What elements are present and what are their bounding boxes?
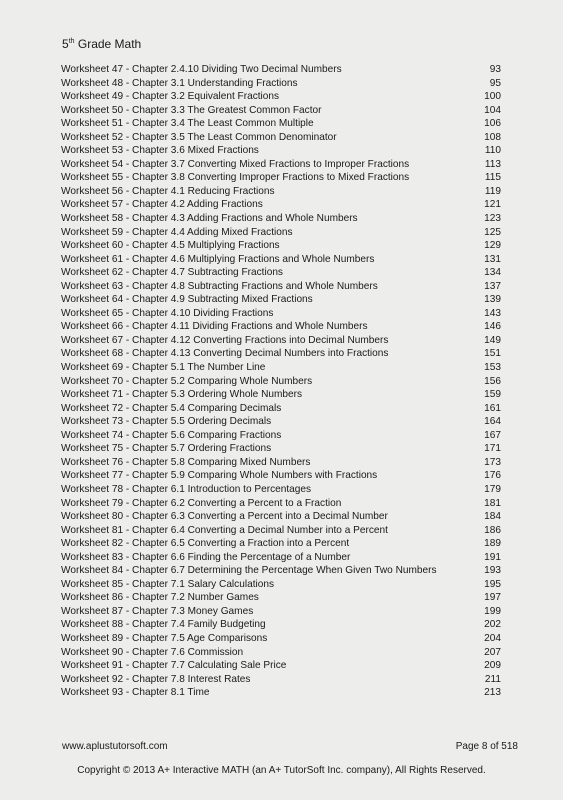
toc-entry-page: 93 bbox=[489, 64, 501, 75]
toc-entry bbox=[61, 77, 501, 91]
toc-entry bbox=[61, 144, 501, 158]
toc-entry-page: 108 bbox=[484, 131, 501, 143]
toc-entry-page: 149 bbox=[484, 334, 501, 346]
toc-entry bbox=[61, 307, 501, 321]
toc-entry-page: 110 bbox=[484, 145, 501, 157]
toc-entry bbox=[61, 131, 501, 145]
toc-entry bbox=[61, 212, 501, 226]
toc-entry bbox=[61, 415, 501, 429]
toc-entry bbox=[61, 659, 501, 673]
toc-entry-page: 131 bbox=[484, 253, 501, 265]
toc-entry-page: 197 bbox=[484, 592, 501, 604]
toc-entry bbox=[61, 361, 501, 375]
grade-suffix: th bbox=[68, 38, 75, 45]
toc-entry bbox=[61, 320, 501, 334]
toc-entry-page: 113 bbox=[484, 158, 501, 170]
toc-entry-page: 164 bbox=[484, 416, 501, 428]
toc-entry-page: 193 bbox=[484, 565, 501, 577]
toc-entry bbox=[61, 334, 501, 348]
toc-entry bbox=[61, 266, 501, 280]
toc-entry-title: Worksheet 85 - Chapter 7.1 Salary Calculations bbox=[61, 578, 275, 590]
toc-entry bbox=[61, 605, 501, 619]
toc-entry-page: 161 bbox=[484, 402, 501, 414]
toc-entry bbox=[61, 456, 501, 470]
grade-number: 5 bbox=[62, 37, 69, 51]
toc-entry-title: Worksheet 74 - Chapter 5.6 Comparing Fractions bbox=[61, 429, 282, 441]
toc-entry-page: 213 bbox=[484, 687, 501, 699]
toc-entry bbox=[61, 104, 501, 118]
footer-url: www.aplustutorsoft.com bbox=[62, 741, 168, 752]
toc-entry bbox=[61, 578, 501, 592]
toc-entry bbox=[61, 171, 501, 185]
toc-entry-page: 137 bbox=[484, 280, 501, 292]
toc-entry bbox=[61, 537, 501, 551]
toc-entry bbox=[61, 347, 501, 361]
toc-entry-title: Worksheet 79 - Chapter 6.2 Converting a Percent to a Fraction bbox=[61, 497, 342, 509]
toc-entry bbox=[61, 429, 501, 443]
toc-entry bbox=[61, 375, 501, 389]
toc-entry-title: Worksheet 91 - Chapter 7.7 Calculating Sale Price bbox=[61, 660, 287, 672]
toc-entry-title: Worksheet 72 - Chapter 5.4 Comparing Decimals bbox=[61, 402, 282, 414]
toc-entry bbox=[61, 198, 501, 212]
toc-entry bbox=[61, 402, 501, 416]
toc-entry bbox=[61, 226, 501, 240]
toc-entry-title: Worksheet 61 - Chapter 4.6 Multiplying Fractions and Whole Numbers bbox=[61, 253, 375, 265]
toc-entry-page: 179 bbox=[484, 483, 501, 495]
page-number: Page 8 of 518 bbox=[455, 741, 518, 752]
toc-entry-title: Worksheet 47 - Chapter 2.4.10 Dividing Two Decimal Numbers bbox=[61, 64, 342, 75]
toc-entry-title: Worksheet 70 - Chapter 5.2 Comparing Whole Numbers bbox=[61, 375, 313, 387]
toc-entry-page: 125 bbox=[484, 226, 501, 238]
toc-entry bbox=[61, 469, 501, 483]
toc-entry-page: 104 bbox=[484, 104, 501, 116]
toc-entry-page: 143 bbox=[484, 307, 501, 319]
toc-entry-title: Worksheet 71 - Chapter 5.3 Ordering Whole Numbers bbox=[61, 389, 303, 401]
toc-entry-title: Worksheet 73 - Chapter 5.5 Ordering Decimals bbox=[61, 416, 272, 428]
toc-entry-title: Worksheet 68 - Chapter 4.13 Converting Decimal Numbers into Fractions bbox=[61, 348, 389, 360]
toc-entry-title: Worksheet 64 - Chapter 4.9 Subtracting Mixed Fractions bbox=[61, 294, 313, 306]
toc-entry bbox=[61, 510, 501, 524]
toc-entry bbox=[61, 239, 501, 253]
toc-entry bbox=[61, 90, 501, 104]
toc-entry bbox=[61, 158, 501, 172]
toc-entry-title: Worksheet 65 - Chapter 4.10 Dividing Fractions bbox=[61, 307, 274, 319]
toc-entry bbox=[61, 497, 501, 511]
toc-entry bbox=[61, 293, 501, 307]
toc-entry-page: 186 bbox=[484, 524, 501, 536]
toc-entry bbox=[61, 63, 501, 77]
toc-entry-title: Worksheet 66 - Chapter 4.11 Dividing Fractions and Whole Numbers bbox=[61, 321, 368, 333]
toc-entry-title: Worksheet 63 - Chapter 4.8 Subtracting Fractions and Whole Numbers bbox=[61, 280, 378, 292]
toc-entry bbox=[61, 185, 501, 199]
toc-entry-title: Worksheet 76 - Chapter 5.8 Comparing Mixed Numbers bbox=[61, 456, 311, 468]
toc-entry-page: 176 bbox=[484, 470, 501, 482]
toc-entry-page: 95 bbox=[489, 77, 501, 89]
toc-entry-title: Worksheet 57 - Chapter 4.2 Adding Fractions bbox=[61, 199, 263, 211]
toc-entry-page: 173 bbox=[484, 456, 501, 468]
toc-entry bbox=[61, 442, 501, 456]
toc-entry-page: 115 bbox=[484, 172, 501, 184]
toc-entry-page: 146 bbox=[484, 321, 501, 333]
toc-entry-page: 139 bbox=[484, 294, 501, 306]
toc-entry bbox=[61, 646, 501, 660]
toc-entry-page: 123 bbox=[484, 213, 501, 225]
toc-entry-title: Worksheet 83 - Chapter 6.6 Finding the Percentage of a Number bbox=[61, 551, 351, 563]
toc-entry-page: 106 bbox=[484, 118, 501, 130]
toc-entry-page: 195 bbox=[484, 578, 501, 590]
toc-entry bbox=[61, 253, 501, 267]
toc-entry bbox=[61, 551, 501, 565]
toc-entry bbox=[61, 686, 501, 700]
toc-entry-page: 191 bbox=[484, 551, 501, 563]
toc-entry-title: Worksheet 48 - Chapter 3.1 Understanding Fractions bbox=[61, 77, 298, 89]
page-header bbox=[62, 37, 141, 51]
toc-entry-title: Worksheet 52 - Chapter 3.5 The Least Common Denominator bbox=[61, 131, 337, 143]
toc-entry-page: 153 bbox=[484, 362, 501, 374]
toc-entry-page: 209 bbox=[484, 660, 501, 672]
toc-entry-title: Worksheet 58 - Chapter 4.3 Adding Fractions and Whole Numbers bbox=[61, 213, 358, 225]
toc-entry-page: 211 bbox=[484, 673, 501, 685]
copyright-notice: Copyright © 2013 A+ Interactive MATH (an A+ TutorSoft Inc. company), All Rights Reserved. bbox=[77, 765, 486, 776]
toc-entry bbox=[61, 388, 501, 402]
toc-entry-title: Worksheet 78 - Chapter 6.1 Introduction to Percentages bbox=[61, 483, 312, 495]
toc-entry-page: 184 bbox=[484, 511, 501, 523]
toc-entry-title: Worksheet 69 - Chapter 5.1 The Number Line bbox=[61, 362, 266, 374]
toc-entry-title: Worksheet 81 - Chapter 6.4 Converting a Decimal Number into a Percent bbox=[61, 524, 388, 536]
toc-entry-title: Worksheet 80 - Chapter 6.3 Converting a Percent into a Decimal Number bbox=[61, 511, 388, 523]
toc-entry-page: 189 bbox=[484, 538, 501, 550]
toc-entry bbox=[61, 591, 501, 605]
header-title: Grade Math bbox=[74, 37, 142, 51]
toc-entry-page: 129 bbox=[484, 240, 501, 252]
toc-entry-title: Worksheet 93 - Chapter 8.1 Time bbox=[61, 687, 210, 699]
toc-entry-title: Worksheet 49 - Chapter 3.2 Equivalent Fractions bbox=[61, 91, 280, 103]
toc-entry bbox=[61, 673, 501, 687]
toc-entry-page: 121 bbox=[484, 199, 501, 211]
toc-entry-page: 134 bbox=[484, 267, 501, 279]
toc-entry-page: 199 bbox=[484, 605, 501, 617]
toc-entry bbox=[61, 483, 501, 497]
toc-entry-page: 159 bbox=[484, 389, 501, 401]
toc-entry-title: Worksheet 87 - Chapter 7.3 Money Games bbox=[61, 605, 254, 617]
toc-entry-title: Worksheet 75 - Chapter 5.7 Ordering Fractions bbox=[61, 443, 272, 455]
toc-entry-title: Worksheet 51 - Chapter 3.4 The Least Common Multiple bbox=[61, 118, 314, 130]
table-of-contents bbox=[61, 63, 501, 700]
toc-entry-title: Worksheet 86 - Chapter 7.2 Number Games bbox=[61, 592, 259, 604]
toc-entry-title: Worksheet 59 - Chapter 4.4 Adding Mixed Fractions bbox=[61, 226, 293, 238]
toc-entry-title: Worksheet 50 - Chapter 3.3 The Greatest Common Factor bbox=[61, 104, 322, 116]
toc-entry-title: Worksheet 92 - Chapter 7.8 Interest Rates bbox=[61, 673, 251, 685]
toc-entry bbox=[61, 117, 501, 131]
toc-entry-page: 151 bbox=[484, 348, 501, 360]
toc-entry-title: Worksheet 60 - Chapter 4.5 Multiplying Fractions bbox=[61, 240, 280, 252]
toc-entry-title: Worksheet 89 - Chapter 7.5 Age Comparisons bbox=[61, 632, 268, 644]
toc-entry-title: Worksheet 67 - Chapter 4.12 Converting Fractions into Decimal Numbers bbox=[61, 334, 389, 346]
toc-entry-title: Worksheet 82 - Chapter 6.5 Converting a Fraction into a Percent bbox=[61, 538, 350, 550]
toc-entry-title: Worksheet 54 - Chapter 3.7 Converting Mixed Fractions to Improper Fractions bbox=[61, 158, 410, 170]
toc-entry-page: 100 bbox=[484, 91, 501, 103]
toc-entry-page: 156 bbox=[484, 375, 501, 387]
toc-entry-title: Worksheet 88 - Chapter 7.4 Family Budgeting bbox=[61, 619, 266, 631]
toc-entry-page: 181 bbox=[484, 497, 501, 509]
toc-entry-title: Worksheet 84 - Chapter 6.7 Determining the Percentage When Given Two Numbers bbox=[61, 565, 437, 577]
toc-entry-title: Worksheet 77 - Chapter 5.9 Comparing Whole Numbers with Fractions bbox=[61, 470, 378, 482]
toc-entry-page: 167 bbox=[484, 429, 501, 441]
toc-entry bbox=[61, 280, 501, 294]
toc-entry-title: Worksheet 62 - Chapter 4.7 Subtracting Fractions bbox=[61, 267, 283, 279]
toc-entry bbox=[61, 632, 501, 646]
toc-entry bbox=[61, 524, 501, 538]
toc-entry-page: 204 bbox=[484, 632, 501, 644]
toc-entry-page: 119 bbox=[484, 185, 501, 197]
toc-entry bbox=[61, 564, 501, 578]
toc-entry-title: Worksheet 56 - Chapter 4.1 Reducing Fractions bbox=[61, 185, 275, 197]
toc-entry-title: Worksheet 55 - Chapter 3.8 Converting Improper Fractions to Mixed Fractions bbox=[61, 172, 410, 184]
toc-entry-page: 171 bbox=[484, 443, 501, 455]
toc-entry-page: 207 bbox=[484, 646, 501, 658]
toc-entry bbox=[61, 618, 501, 632]
toc-entry-title: Worksheet 90 - Chapter 7.6 Commission bbox=[61, 646, 244, 658]
toc-entry-title: Worksheet 53 - Chapter 3.6 Mixed Fractions bbox=[61, 145, 259, 157]
toc-entry-page: 202 bbox=[484, 619, 501, 631]
